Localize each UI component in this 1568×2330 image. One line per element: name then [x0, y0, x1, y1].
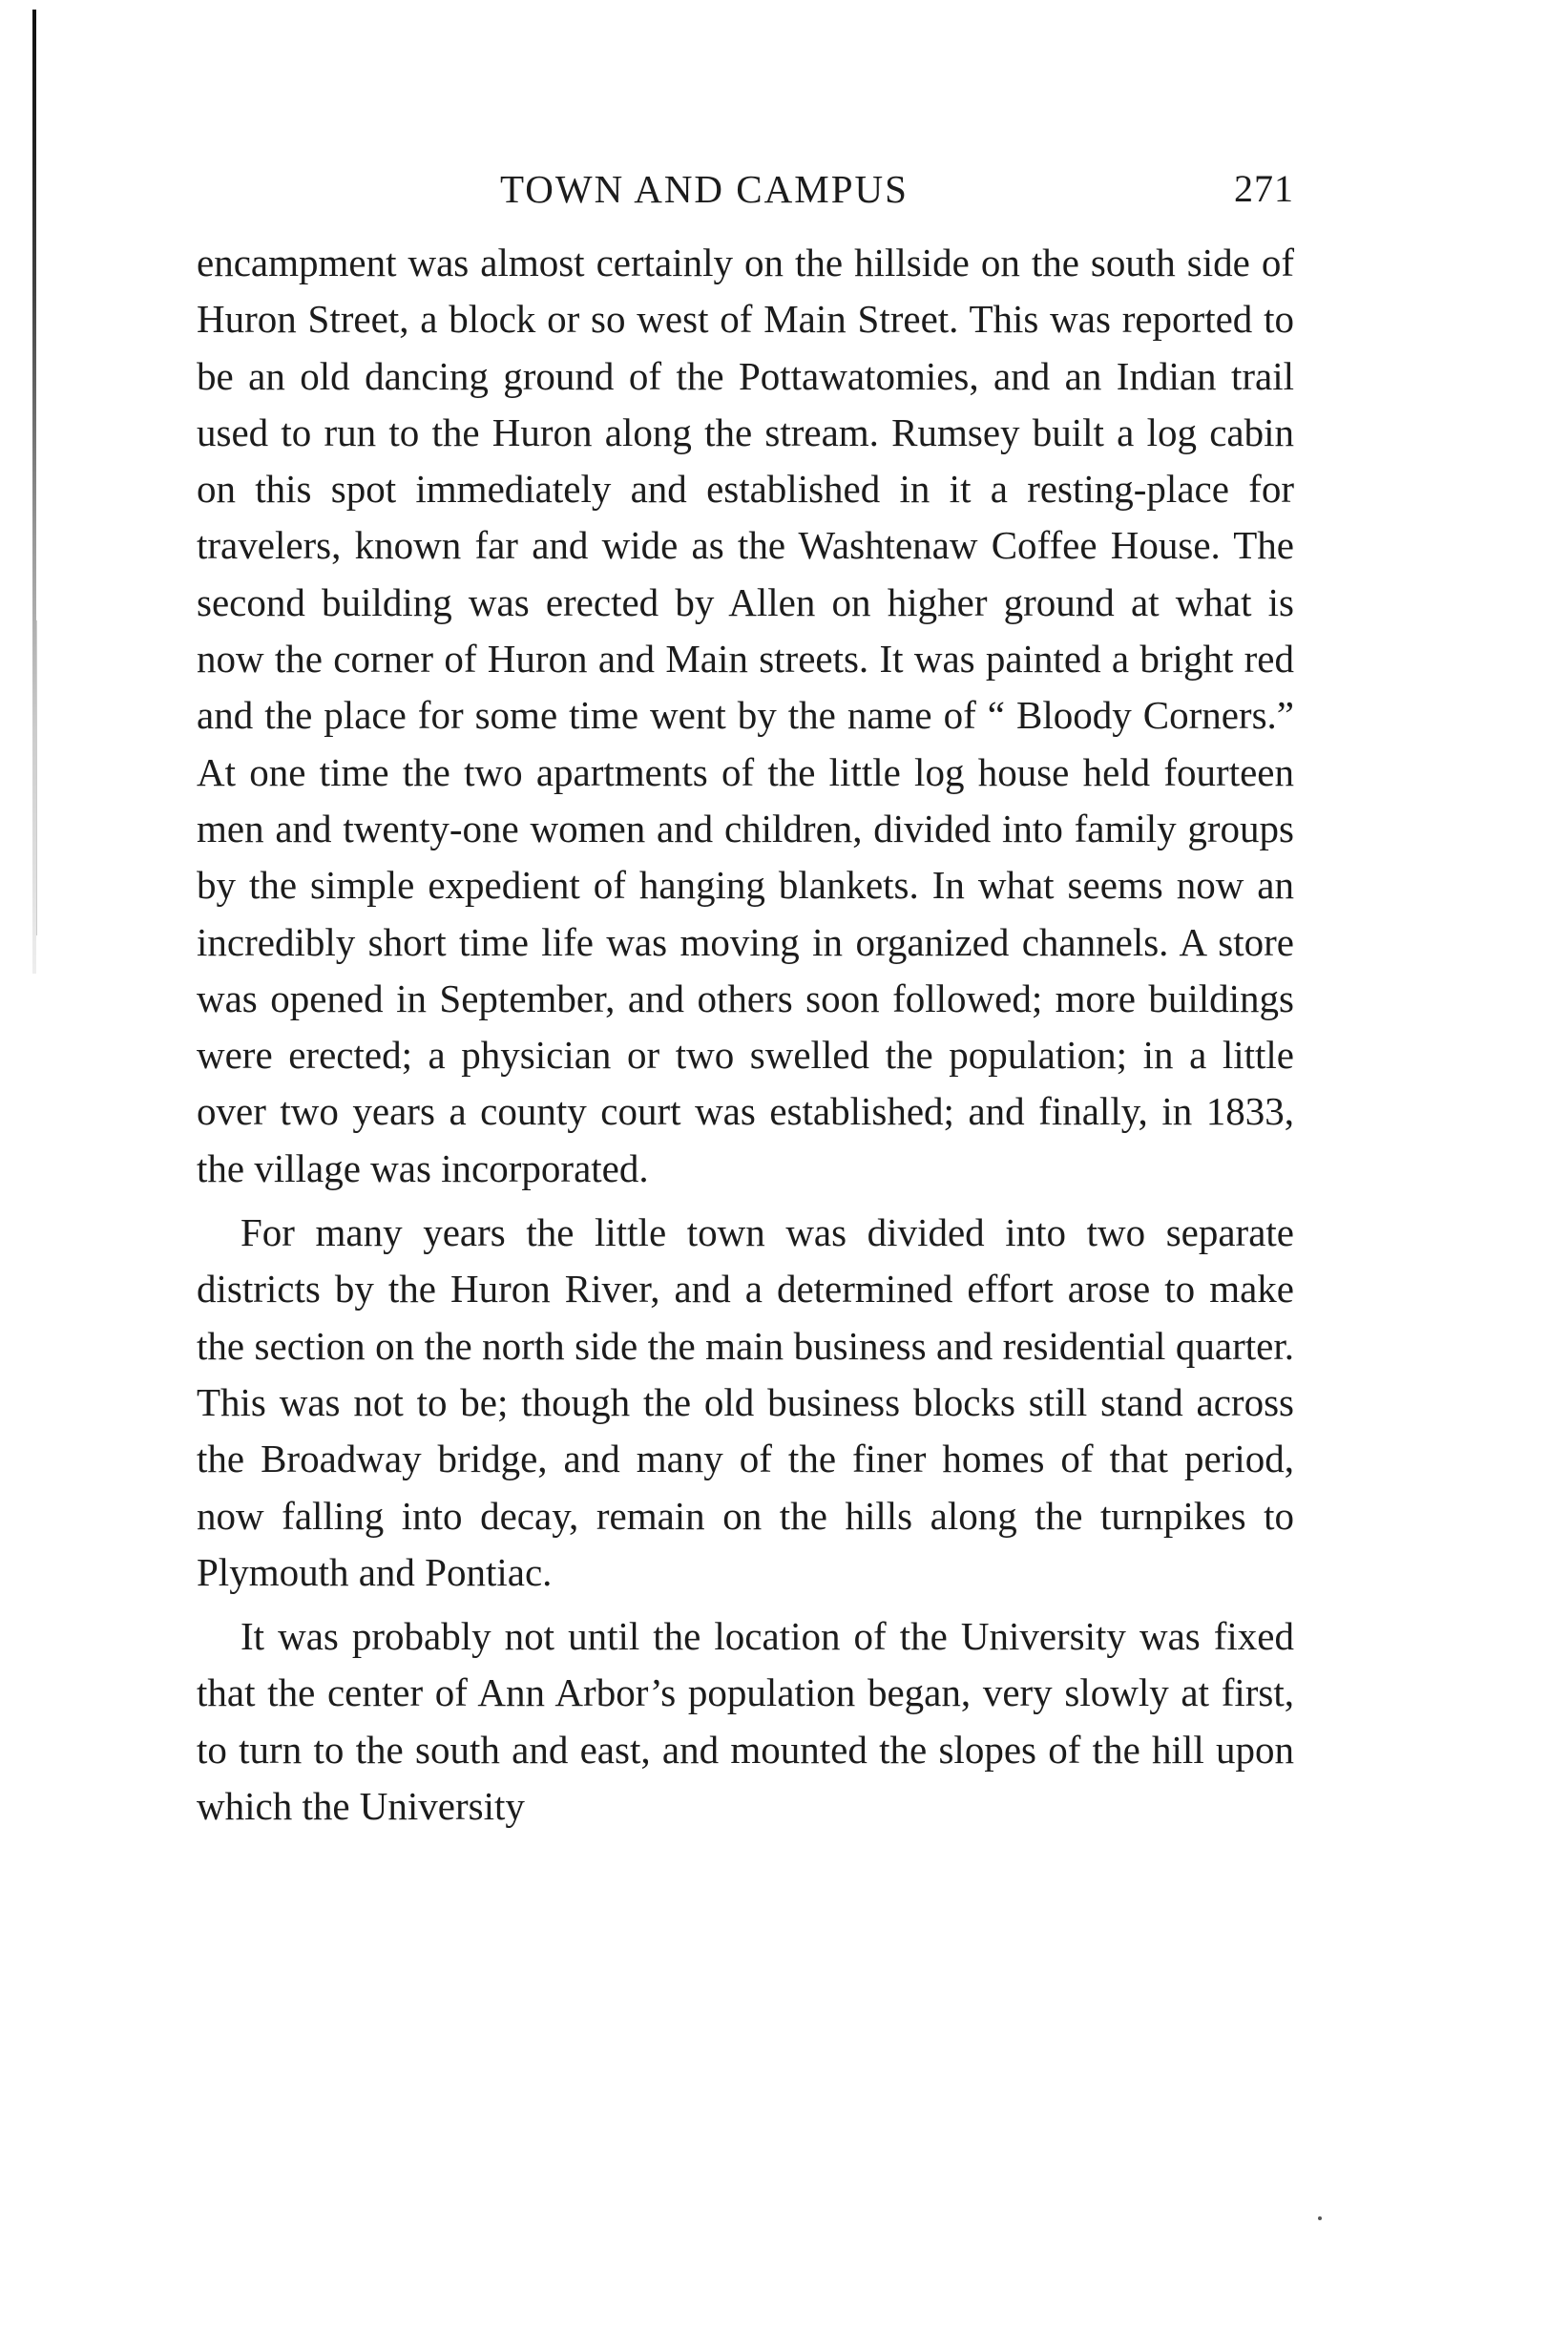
- paragraph-continued: encampment was almost certainly on the hillside on the south side of Huron Street, a block or so west of Main Street. This was reported to be an old dancing ground of the Pottawatomies, and an Indian trail used to run to the Huron along the stream. Rumsey built a log cabin on this spot immediately and established in it a resting-place for travelers, known far and wide as the Washtenaw Coffee House. The second building was erected by Allen on higher ground at what is now the corner of Huron and Main streets. It was painted a bright red and the place for some time went by the name of “ Bloody Corners.” At one time the two apartments of the little log house held fourteen men and twenty-one women and children, divided into family groups by the simple expedient of hanging blankets. In what seems now an incredibly short time life was moving in organized channels. A store was opened in September, and others soon followed; more buildings were erected; a physician or two swelled the population; in a little over two years a county court was established; and finally, in 1833, the village was incorporated.: [197, 241, 1294, 1190]
- paragraph: For many years the little town was divided into two separate districts by the Huron River, and a determined effort arose to make the section on the north side the main business and residential quarter. This was not to be; though the old business blocks still stand across the Broadway bridge, and many of the finer homes of that period, now falling into decay, remain on the hills along the turnpikes to Plymouth and Pontiac.: [197, 1210, 1294, 1594]
- running-title: TOWN AND CAMPUS: [500, 167, 909, 211]
- body-text: [197, 235, 1294, 1835]
- binding-edge-line: [36, 620, 37, 935]
- paragraph: It was probably not until the location of the University was fixed that the center of Ann Arbor’s population began, very slowly at first, to turn to the south and east, and mounted the slopes of the hill upon which the University: [197, 1614, 1294, 1829]
- page-number: 271: [1234, 167, 1294, 210]
- running-head: [197, 160, 1294, 218]
- paper-speck: [1318, 2216, 1322, 2220]
